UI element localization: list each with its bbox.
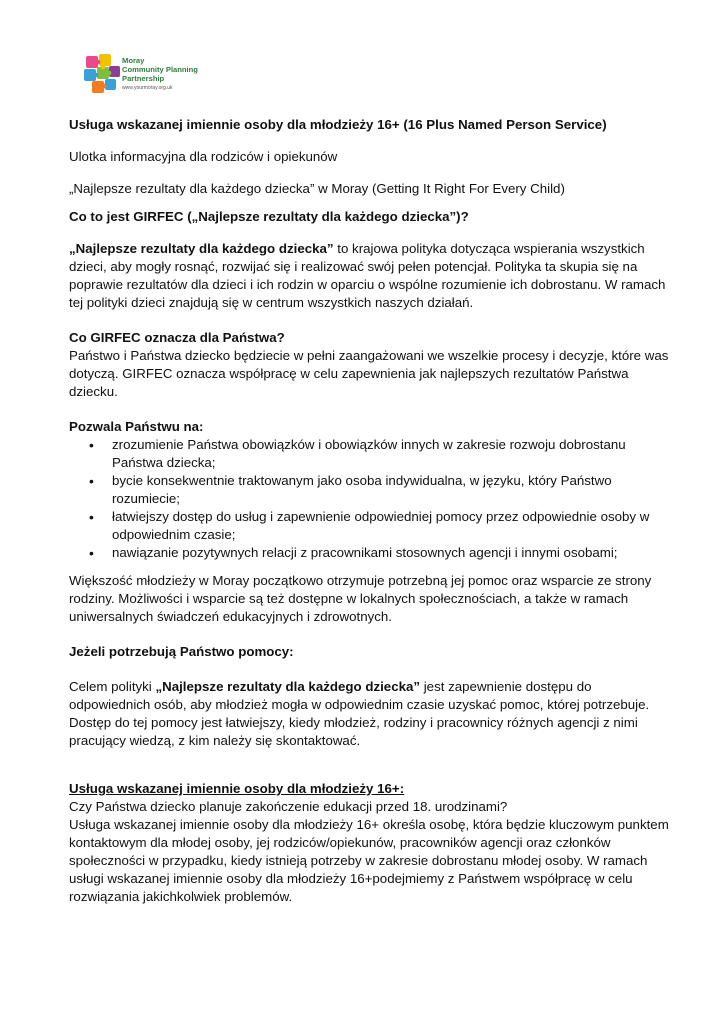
logo-line-2: Community Planning	[122, 65, 198, 74]
help-pre: Celem polityki	[69, 679, 156, 694]
moray-cpp-logo	[82, 52, 212, 102]
document-title: Usługa wskazanej imiennie osoby dla młodzieży 16+ (16 Plus Named Person Service)	[69, 117, 607, 132]
logo-line-1: Moray	[122, 56, 145, 65]
logo-url: www.yourmoray.org.uk	[122, 85, 173, 91]
list-item: • nawiązanie pozytywnych relacji z pracownikami stosownych agencji i innymi osobami;	[69, 544, 669, 562]
document-subtitle: Ulotka informacyjna dla rodziców i opiekunów	[69, 149, 338, 164]
section-heading-girfec: Co to jest GIRFEC („Najlepsze rezultaty dla każdego dziecka”)?	[69, 209, 469, 224]
logo-name	[122, 56, 198, 83]
section-heading-allows: Pozwala Państwu na:	[69, 419, 204, 434]
girfec-bold-lead: „Najlepsze rezultaty dla każdego dziecka”	[69, 241, 334, 256]
section-paragraph-girfec	[69, 240, 669, 312]
section-heading-help: Jeżeli potrzebują Państwo pomocy:	[69, 644, 294, 659]
list-item: • bycie konsekwentnie traktowanym jako osoba indywidualna, w języku, który Państwo rozumiecie;	[69, 472, 669, 508]
girfec-text: to krajowa polityka dotycząca wspierania wszystkich dzieci, aby mogły rosnąć, rozwijać się i realizować swój pełen potencjał. Polityka ta skupia się na poprawie rezultatów dla dzieci i ich rodzin w oparciu o wspólne rozumienie ich dobrostanu. W ramach tej polityki dzieci znajdują się w centrum wszystkich naszych działań.	[69, 241, 666, 310]
help-bold: „Najlepsze rezultaty dla każdego dziecka”	[155, 679, 421, 694]
section-paragraph-meaning: Państwo i Państwa dziecko będziecie w pełni zaangażowani we wszelkie procesy i decyzje, które was dotyczą. GIRFEC oznacza współpracę w celu zapewnienia jak najlepszych rezultatów Państwa dziecku.	[69, 348, 669, 399]
section-heading-service: Usługa wskazanej imiennie osoby dla młodzieży 16+:	[69, 781, 405, 796]
section-paragraph-help	[69, 678, 669, 750]
document-body	[69, 116, 669, 906]
service-question: Czy Państwa dziecko planuje zakończenie edukacji przed 18. urodzinami?	[69, 799, 508, 814]
logo-line-3: Partnership	[122, 74, 165, 83]
section-paragraph-service: Usługa wskazanej imiennie osoby dla młodzieży 16+ określa osobę, która będzie kluczowym punktem kontaktowym dla młodej osoby, jej rodziców/opiekunów, pracowników agencji oraz członków społeczności w przypadku, kiedy istnieją potrzeby w zakresie dobrostanu młodej osoby. W ramach usługi wskazanej imiennie osoby dla młodzieży 16+podejmiemy z Państwem współpracę w celu rozwiązania jakichkolwiek problemów.	[69, 817, 669, 904]
document-tagline: „Najlepsze rezultaty dla każdego dziecka” w Moray (Getting It Right For Every Child)	[69, 181, 565, 196]
benefits-list	[69, 436, 669, 562]
section-heading-meaning: Co GIRFEC oznacza dla Państwa?	[69, 330, 285, 345]
help-text: jest zapewnienie dostępu do odpowiednich osób, aby młodzież mogła w odpowiednim czasie uzyskać pomoc, której potrzebuje. Dostęp do tej pomocy jest łatwiejszy, kiedy młodzież, rodziny i pracownicy różnych agencji z nimi pracujący wiedzą, z kim należy się skontaktować.	[69, 679, 650, 748]
list-item: • łatwiejszy dostęp do usług i zapewnienie odpowiedniej pomocy przez odpowiednie osoby w odpowiednim czasie;	[69, 508, 669, 544]
list-item: • zrozumienie Państwa obowiązków i obowiązków innych w zakresie rozwoju dobrostanu Państwa dziecka;	[69, 436, 669, 472]
puzzle-logo-icon	[82, 52, 122, 96]
section-paragraph-support: Większość młodzieży w Moray początkowo otrzymuje potrzebną jej pomoc oraz wsparcie ze strony rodziny. Możliwości i wsparcie są też dostępne w lokalnych społecznościach, a także w ramach uniwersalnych świadczeń edukacyjnych i zdrowotnych.	[69, 573, 652, 624]
